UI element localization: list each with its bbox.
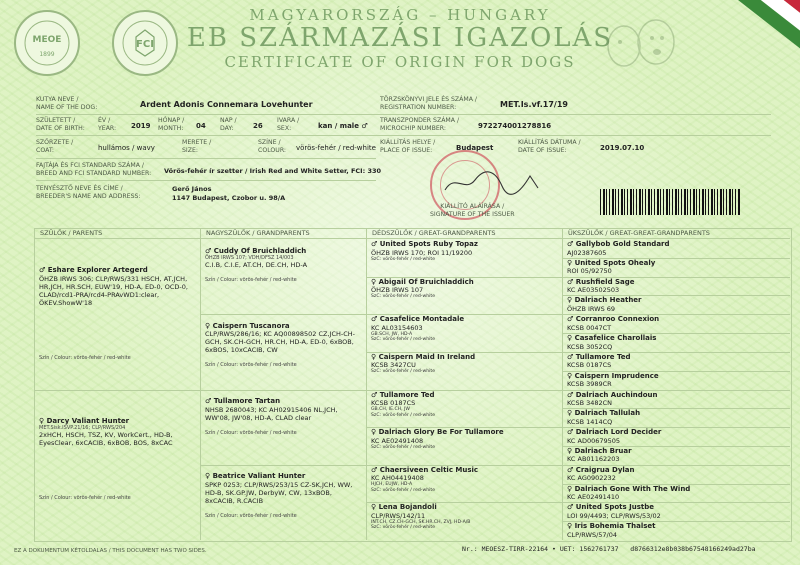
microchip-label: TRANSZPONDER SZÁMA / MICROCHIP NUMBER: <box>380 117 460 132</box>
dog-details: KCSB 0187CS <box>371 399 416 407</box>
size-label: MERETE / SIZE: <box>182 139 212 154</box>
sex-value: kan / male ♂ <box>318 122 368 130</box>
pedigree-entry <box>567 353 787 370</box>
grid-line <box>200 228 201 540</box>
colour-note: SzC: vörös-fehér / red-white <box>371 487 436 493</box>
sex-label: IVARA / SEX: <box>277 117 300 132</box>
breeder-label: TENYÉSZTŐ NEVE ÉS CÍME / BREEDER'S NAME AND ADDRESS: <box>36 185 141 200</box>
divider <box>36 114 771 115</box>
pedigree-entry <box>567 466 787 483</box>
dog-name: ♂ Rushfield Sage <box>567 277 635 286</box>
dog-name: ♀ Abigail Of Bruichladdich <box>371 277 474 286</box>
dog-name: ♀ Dalriach Glory Be For Tullamore <box>371 428 504 437</box>
pedigree-entry <box>567 428 787 445</box>
dog-details: AJ02387605 <box>567 248 607 257</box>
colour-note: SzC: vörös-fehér / red-white <box>371 412 436 418</box>
colour-label: SZÍNE / COLOUR: <box>258 139 287 154</box>
column-great-grandparents: DÉDSZÜLŐK / GREAT-GRANDPARENTS <box>372 229 496 237</box>
colour-note: SzC: vörös-fehér / red-white <box>371 369 436 375</box>
birth-label: SZÜLETETT / DATE OF BIRTH: <box>36 117 85 132</box>
document-serial: Nr.: MEOESZ-TIRR-22164 • UET: 1562761737 d8766312e8b038b67548166249ad27ba <box>462 545 756 553</box>
registration-label: TÖRZSKÖNYVI JELE ÉS SZÁMA / REGISTRATION NUMBER: <box>380 96 478 111</box>
titles: INT.CH, CZ.CH-GCH, SK.HR.CH, ZVJ, HD-A/B <box>371 519 471 525</box>
dog-details: 2xHCH, HSCH, TSZ, KV, WorkCert., HD-B, EyesClear, 6xCACIB, 6xBOB, BOS, 8xCAC <box>39 431 173 448</box>
pedigree-entry <box>567 315 787 332</box>
colour-value: vörös-fehér / red-white <box>296 144 376 152</box>
dog-name-label: KUTYA NEVE / NAME OF THE DOG: <box>36 96 98 111</box>
dog-name: ♀ Caispern Tuscanora <box>205 321 290 330</box>
pedigree-entry <box>371 240 559 276</box>
dog-name: ♂ Tullamore Ted <box>371 390 435 399</box>
coat-value: hullámos / wavy <box>98 144 155 152</box>
dog-name: ♀ Darcy Valiant Hunter <box>39 416 130 425</box>
barcode <box>600 189 740 215</box>
dog-name: ♀ Caispern Maid In Ireland <box>371 352 476 361</box>
grid-line <box>34 390 200 391</box>
pedigree-entry <box>567 259 787 276</box>
day-label: NAP / DAY: <box>220 117 237 132</box>
dog-details: NHSB 2680043; KC AH02915406 NL,JCH, WW'08, JW'08, HD-A, CLAD clear <box>205 405 338 422</box>
dog-details: CLP/RWS/57/04 <box>567 530 617 539</box>
dog-details: KC AL03154603 <box>371 323 423 332</box>
colour-note: Szín / Colour: vörös-fehér / red-white <box>205 429 297 436</box>
pedigree-entry <box>371 391 559 427</box>
grid-line <box>200 314 366 315</box>
pedigree-entry <box>39 266 197 415</box>
dog-details: ÖHZB IRWS 306; CLP/RWS/331 HSCH, AT,JCH, HR,JCH, HR.SCH, EUW'19, HD-A, ED-0, OCD-0, CLAD/rcd1-PRA/rcd4-PRAvWD1:clear, ÖKEV.ShowW'18 <box>39 274 188 307</box>
dog-details: ÖHZB IRWS 107 <box>371 286 424 295</box>
dog-details: KC AE03502503 <box>567 286 620 295</box>
column-parents: SZÜLŐK / PARENTS <box>40 229 103 237</box>
pedigree-entry <box>567 334 787 351</box>
country-heading: MAGYARORSZÁG – HUNGARY <box>249 6 551 24</box>
pedigree-entry <box>205 247 363 320</box>
dog-details: ÖHZB IRWS 69 <box>567 304 616 313</box>
microchip-number: 972274001278816 <box>478 122 552 130</box>
pedigree-entry <box>205 322 363 395</box>
colour-note: SzC: vörös-fehér / red-white <box>371 294 436 300</box>
divider <box>36 158 376 159</box>
svg-text:MEOE: MEOE <box>32 35 62 45</box>
pedigree-entry <box>39 417 197 565</box>
document-subtitle: CERTIFICATE OF ORIGIN FOR DOGS <box>224 53 576 71</box>
dog-name: ♀ Dalriach Tallulah <box>567 409 641 418</box>
pedigree-entry <box>371 466 559 502</box>
dog-details: C.I.B, C.I.E, AT.CH, DE.CH, HD-A <box>205 261 308 270</box>
pedigree-entry <box>205 472 363 545</box>
dog-details: KCSB 0047CT <box>567 323 612 332</box>
dog-details: ÖHZB IRWS 170; ROI 11/19200 <box>371 248 473 257</box>
dog-name: ♂ United Spots Justbe <box>567 503 654 512</box>
dog-details: KC AE02491410 <box>567 493 620 502</box>
column-grandparents: NAGYSZÜLŐK / GRANDPARENTS <box>206 229 310 237</box>
dog-name: ♂ Tullamore Ted <box>567 352 631 361</box>
dog-name: ♂ Eshare Explorer Artegerd <box>39 266 148 275</box>
dog-name: ♀ Dalriach Gone With The Wind <box>567 484 691 493</box>
pedigree-entry <box>371 503 559 539</box>
registration-info: MET.Sisk.ISVP.21/16; CLP/RWS/204 <box>39 425 126 432</box>
pedigree-entry <box>371 315 559 351</box>
dog-name: ♀ Beatrice Valiant Hunter <box>205 472 306 481</box>
breeder-address: 1147 Budapest, Czobor u. 98/A <box>172 194 286 202</box>
year-label: ÉV / YEAR: <box>98 117 117 132</box>
grid-line <box>200 465 366 466</box>
dog-name: ♂ Casafelice Montadale <box>371 315 465 324</box>
dog-name: ♂ Corranroo Connexion <box>567 315 660 324</box>
grid-line <box>562 228 563 540</box>
pedigree-entry <box>567 485 787 502</box>
issue-date-label: KIÁLLÍTÁS DÁTUMA / DATE OF ISSUE: <box>518 139 581 154</box>
issue-date: 2019.07.10 <box>600 144 645 152</box>
dog-details: KC AB01162203 <box>567 455 620 464</box>
svg-text:FCI: FCI <box>136 39 154 50</box>
dog-details: KCSB 3427CU <box>371 361 416 370</box>
grid-line <box>366 228 367 540</box>
column-great-great-grandparents: ÜKSZÜLŐK / GREAT-GREAT-GRANDPARENTS <box>568 229 710 237</box>
dog-name: ♂ Dalriach Auchindoun <box>567 390 658 399</box>
dog-details: KC AH04419408 <box>371 474 424 483</box>
birth-day: 26 <box>253 122 263 130</box>
pedigree-entry <box>567 522 787 539</box>
pedigree-entry <box>567 296 787 313</box>
dog-name: ♂ Gallybob Gold Standard <box>567 240 670 248</box>
grid-line <box>34 238 790 239</box>
signature <box>440 168 550 198</box>
dog-details: KCSB 1414CQ <box>567 417 613 426</box>
dog-name: ♀ Iris Bohemia Thalset <box>567 522 656 531</box>
dog-name: ♂ Craigrua Dylan <box>567 465 635 474</box>
pedigree-entry <box>205 397 363 470</box>
dog-details: KC AE02491408 <box>371 436 424 445</box>
breeder-name: Gerő János <box>172 185 212 193</box>
dog-name: ♀ Dalriach Heather <box>567 296 642 305</box>
dog-details: CLP/RWS/142/11 <box>371 511 426 520</box>
place-label: KIÁLLÍTÁS HELYE / PLACE OF ISSUE: <box>380 139 436 154</box>
signature-label: KIÁLLÍTÓ ALÁÍRÁSA / SIGNATURE OF THE ISSUER <box>430 203 515 218</box>
pedigree-entry <box>567 240 787 257</box>
pedigree-entry <box>371 278 559 314</box>
dog-name: ♂ Tullamore Tartan <box>205 397 281 406</box>
grid-line <box>200 390 366 391</box>
colour-note: SzC: vörös-fehér / red-white <box>371 337 436 343</box>
dog-details: KCSB 3482CN <box>567 399 613 407</box>
dog-details: CLP/RWS/286/16; KC AQ00898502 CZ,JCH-CH-GCH, SK.CH-GCH, HR.CH, HD-A, ED-0, 6xBOB, 6xBOS, 10xCACIB, CW <box>205 330 356 355</box>
dog-name: ♀ United Spots Ohealy <box>567 258 656 267</box>
colour-note: SzC: vörös-fehér / red-white <box>371 525 436 531</box>
footer-note: EZ A DOKUMENTUM KÉTOLDALAS / THIS DOCUMENT HAS TWO SIDES. <box>14 548 207 554</box>
colour-note: Szín / Colour: vörös-fehér / red-white <box>205 512 297 519</box>
breed-value: Vörös-fehér ír szetter / Irish Red and White Setter, FCI: 330 <box>164 167 382 175</box>
dog-name: ♀ Lena Bojandoli <box>371 503 437 512</box>
document-title: EB SZÁRMAZÁSI IGAZOLÁS <box>186 23 614 53</box>
coat-label: SZŐRZETE / COAT: <box>36 139 74 154</box>
pedigree-entry <box>371 428 559 464</box>
dog-details: KCSB 3052CQ <box>567 342 613 351</box>
dog-details: SPKP 0253; CLP/RWS/253/15 CZ-SK,JCH, WW, HD-B, SK.GP.JW, DerbyW, CW, 13xBOB, 8xCACIB, R.CACIB <box>205 480 353 505</box>
pedigree-entry <box>567 278 787 295</box>
dog-heads-illustration <box>598 12 684 78</box>
titles: GB.SCH, JW, HD-A <box>371 331 413 337</box>
dog-name: ♂ United Spots Ruby Topaz <box>371 240 478 248</box>
pedigree-entry <box>567 503 787 520</box>
pedigree-entry <box>567 447 787 464</box>
dog-name: Ardent Adonis Connemara Lovehunter <box>140 100 313 109</box>
colour-note: Szín / Colour: vörös-fehér / red-white <box>39 495 131 502</box>
colour-note: SzC: vörös-fehér / red-white <box>371 444 436 450</box>
svg-text:1899: 1899 <box>39 51 55 58</box>
dog-details: KC AD00679505 <box>567 436 621 445</box>
dog-details: ROI 05/92750 <box>567 267 612 276</box>
registration-info: ÖHZB IRWS 107; VDH/DFSZ 14/003 <box>205 255 294 262</box>
dog-name: ♀ Casafelice Charollais <box>567 334 657 343</box>
dog-name: ♀ Caispern Imprudence <box>567 371 659 380</box>
dog-details: KC AG0902232 <box>567 474 616 483</box>
registration-number: MET.Is.vf.17/19 <box>500 100 568 109</box>
dog-details: LOI 99/4493; CLP/RWS/53/02 <box>567 511 661 520</box>
divider <box>36 135 771 136</box>
dog-name: ♂ Dalriach Lord Decider <box>567 428 662 437</box>
colour-note: Szín / Colour: vörös-fehér / red-white <box>39 354 131 361</box>
pedigree-entry <box>371 353 559 389</box>
colour-note: Szín / Colour: vörös-fehér / red-white <box>205 277 297 284</box>
month-label: HÓNAP / MONTH: <box>158 117 185 132</box>
breed-label: FAJTÁJA ÉS FCI STANDARD SZÁMA / BREED AND FCI STANDARD NUMBER: <box>36 162 152 177</box>
pedigree-entry <box>567 409 787 426</box>
security-pattern <box>2 228 32 540</box>
birth-month: 04 <box>196 122 206 130</box>
dog-name: ♂ Chaersiveen Celtic Music <box>371 465 479 474</box>
dog-name: ♀ Dalriach Bruar <box>567 446 632 455</box>
dog-name: ♂ Cuddy Of Bruichladdich <box>205 246 307 255</box>
dog-details: KCSB 0187CS <box>567 361 612 370</box>
colour-note: Szín / Colour: vörös-fehér / red-white <box>205 362 297 369</box>
titles: HJCH, EUJW, HD-A <box>371 482 413 488</box>
titles: GB.CH, IE.CH, JW <box>371 407 410 412</box>
divider <box>36 180 376 181</box>
place-value: Budapest <box>456 144 494 152</box>
birth-year: 2019 <box>131 122 151 130</box>
dog-details: KCSB 3989CR <box>567 380 612 389</box>
pedigree-entry <box>567 372 787 389</box>
colour-note: SzC: vörös-fehér / red-white <box>371 256 436 262</box>
pedigree-entry <box>567 391 787 408</box>
